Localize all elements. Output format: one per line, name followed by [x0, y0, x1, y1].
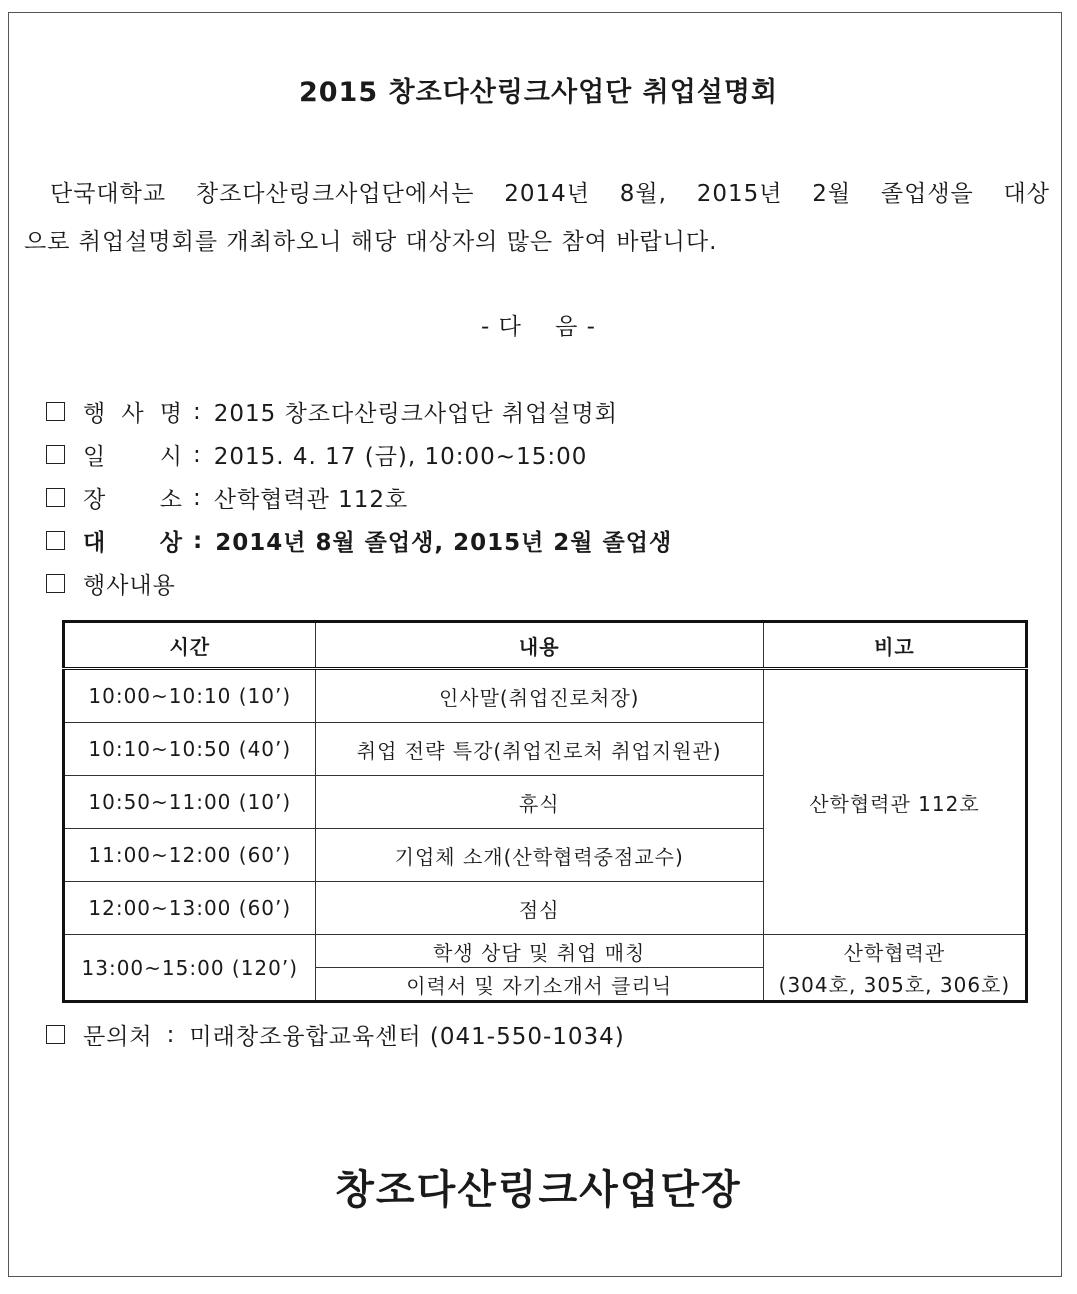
signature: 창조다산링크사업단장	[335, 1167, 742, 1213]
checkbox-icon	[46, 402, 65, 421]
checkbox-icon	[46, 488, 65, 507]
table-row	[64, 669, 1027, 723]
item-value: 산학협력관 112호	[213, 487, 409, 513]
intro-line-1: 단국대학교 창조다산링크사업단에서는 2014년 8월, 2015년 2월 졸업생을 대상	[50, 181, 1050, 207]
cell-time: 10:00~10:10 (10’)	[64, 669, 316, 723]
checkbox-icon	[46, 531, 65, 550]
cell-time: 12:00~13:00 (60’)	[64, 882, 316, 935]
contact-label: 문의처	[83, 1024, 153, 1050]
cell-content: 이력서 및 자기소개서 클리닉	[315, 968, 763, 1002]
cell-content: 점심	[315, 882, 763, 935]
item-event-name: 행 사 명 : 2015 창조다산링크사업단 취업설명회	[46, 390, 1026, 433]
cell-content: 기업체 소개(산학협력중점교수)	[315, 829, 763, 882]
item-label: 대 상	[83, 530, 183, 556]
contact-info	[46, 1018, 625, 1051]
contact-sep: :	[166, 1021, 176, 1048]
checkbox-icon	[46, 1025, 65, 1044]
document-title: 2015 창조다산링크사업단 취업설명회	[298, 77, 779, 108]
intro-paragraph	[24, 170, 1050, 266]
header-content: 내용	[315, 622, 763, 669]
contact-value: 미래창조융합교육센터 (041-550-1034)	[189, 1024, 625, 1050]
cell-time: 11:00~12:00 (60’)	[64, 829, 316, 882]
cell-note: 산학협력관	[763, 935, 1026, 968]
cell-note: 산학협력관 112호	[763, 669, 1026, 935]
cell-content: 취업 전략 특강(취업진로처 취업지원관)	[315, 723, 763, 776]
item-label: 행사내용	[83, 573, 176, 599]
table-row	[64, 935, 1027, 968]
item-target: 대 상 : 2014년 8월 졸업생, 2015년 2월 졸업생	[46, 519, 1026, 562]
cell-time: 10:10~10:50 (40’)	[64, 723, 316, 776]
event-info-list	[46, 390, 1026, 605]
item-label: 장 소	[83, 487, 183, 513]
schedule-table	[62, 620, 1028, 1003]
header-note: 비고	[763, 622, 1026, 669]
item-program	[46, 562, 1026, 605]
cell-content: 학생 상담 및 취업 매칭	[315, 935, 763, 968]
cell-time: 10:50~11:00 (10’)	[64, 776, 316, 829]
item-value: 2014년 8월 졸업생, 2015년 2월 졸업생	[215, 530, 673, 556]
item-value: 2015 창조다산링크사업단 취업설명회	[213, 401, 618, 427]
cell-content: 인사말(취업진로처장)	[315, 669, 763, 723]
item-label: 행 사 명	[83, 401, 183, 427]
cell-note: (304호, 305호, 306호)	[763, 968, 1026, 1002]
item-date: 일 시 : 2015. 4. 17 (금), 10:00~15:00	[46, 433, 1026, 476]
section-separator: - 다 음 -	[481, 314, 596, 340]
item-place: 장 소 : 산학협력관 112호	[46, 476, 1026, 519]
checkbox-icon	[46, 445, 65, 464]
checkbox-icon	[46, 574, 65, 593]
header-time: 시간	[64, 622, 316, 669]
cell-content: 휴식	[315, 776, 763, 829]
item-label: 일 시	[83, 444, 183, 470]
intro-line-2: 으로 취업설명회를 개최하오니 해당 대상자의 많은 참여 바랍니다.	[24, 229, 718, 255]
table-header-row	[64, 622, 1027, 669]
cell-time: 13:00~15:00 (120’)	[64, 935, 316, 1002]
item-value: 2015. 4. 17 (금), 10:00~15:00	[213, 444, 588, 470]
